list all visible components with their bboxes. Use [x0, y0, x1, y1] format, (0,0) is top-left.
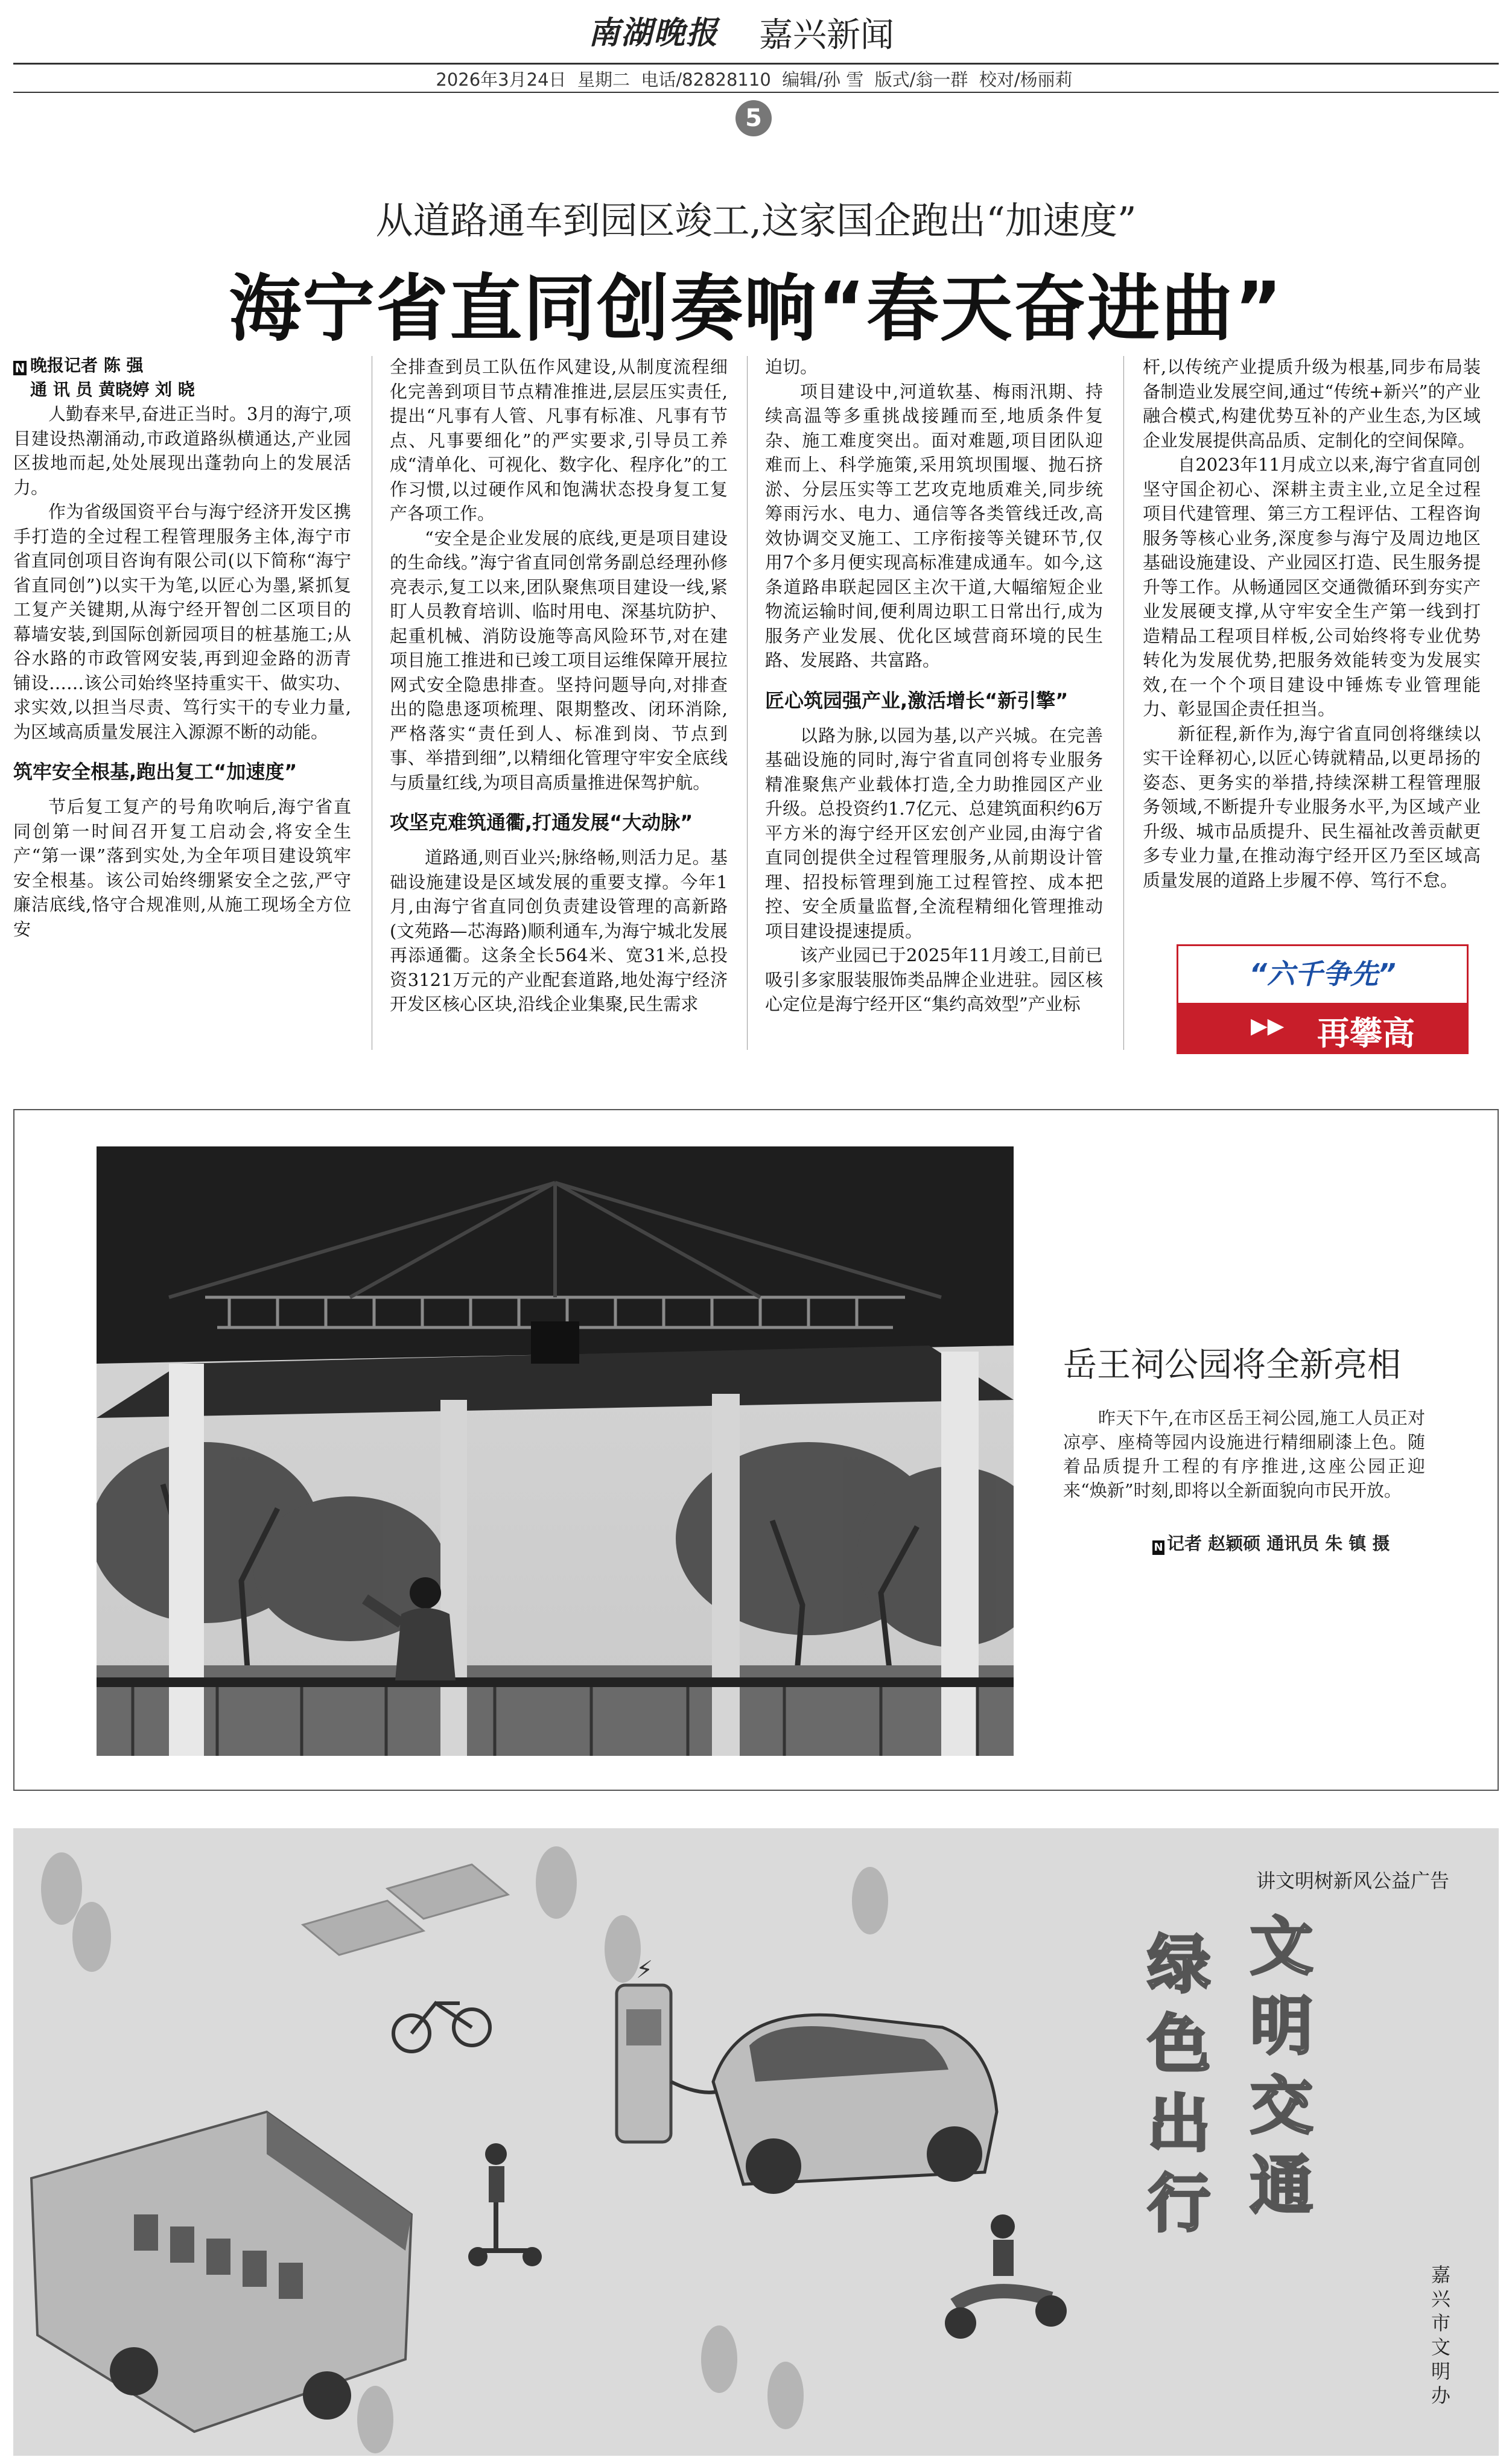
electric-car-icon	[713, 2015, 997, 2194]
article-paragraph: 全排查到员工队伍作风建设,从制度流程细化完善到项目节点精准推进,层层压实责任,提出“凡事有人管、凡事有标准、凡事有节点、凡事要细化”的严实要求,引导员工养成“清单化、可视化、数字化、程序化”的工作习惯,以过硬作风和饱满状态投身复工复产各项工作。	[390, 357, 728, 524]
article-paragraph: 该产业园已于2025年11月竣工,目前已吸引多家服装服饰类品牌企业进驻。园区核心定位是海宁经开区“集约高效型”产业标	[765, 945, 1103, 1014]
masthead-rule-top	[13, 63, 1499, 65]
byline-reporter: N 晚报记者 陈 强	[13, 354, 351, 378]
section-heading: 攻坚克难筑通衢,打通发展“大动脉”	[390, 811, 693, 834]
page-number-label: 5	[745, 104, 762, 132]
ad-sponsor: 嘉兴市文明办	[1431, 2263, 1451, 2407]
column-divider	[747, 356, 748, 1050]
column-divider	[1123, 356, 1124, 1050]
masthead-logo: 南湖晚报	[588, 14, 719, 51]
masthead-rule-bottom	[13, 92, 1499, 93]
campaign-badge-subtitle: 再攀高	[1317, 1014, 1415, 1052]
campaign-badge	[1177, 944, 1469, 1054]
article-paragraph: 项目建设中,河道软基、梅雨汛期、持续高温等多重挑战接踵而至,地质条件复杂、施工难度突出。面对难题,项目团队迎难而上、科学施策,采用筑坝围堰、抛石挤淤、分层压实等工艺攻克地质难关,同步统筹雨污水、电力、通信等各类管线迁改,高效协调交叉施工、工序衔接等关键环节,仅用7个多月便实现高标准建成通车。如今,这条道路串联起园区主次干道,大幅缩短企业物流运输时间,便利周边职工日常出行,成为服务产业发展、优化区域营商环境的民生路、发展路、共富路。	[765, 381, 1103, 670]
article-paragraph: 节后复工复产的号角吹响后,海宁省直同创第一时间召开复工启动会,将安全生产“第一课”落到实处,为全年项目建设筑牢安全根基。该公司始终绷紧安全之弦,严守廉洁底线,恪守合规准则,从施工现场全方位安	[13, 796, 351, 939]
article-paragraph: 道路通,则百业兴;脉络畅,则活力足。基础设施建设是区域发展的重要支撑。今年1月,由海宁省直同创负责建设管理的高新路(文苑路—芯海路)顺利通车,为海宁城北发展再添通衢。这条全长564米、宽31米,总投资3121万元的产业配套道路,地处海宁经济开发区核心区块,沿线企业集聚,民生需求	[390, 847, 728, 1014]
photo-story-caption: 昨天下午,在市区岳王祠公园,施工人员正对凉亭、座椅等园内设施进行精细刷漆上色。随着品质提升工程的有序推进,这座公园正迎来“焕新”时刻,即将以全新面貌向市民开放。	[1063, 1408, 1425, 1501]
play-arrows-icon: ▶▶	[1251, 1014, 1285, 1038]
public-service-ad	[13, 1828, 1499, 2456]
campaign-badge-title: “六千争先”	[1249, 958, 1396, 990]
section-heading: 筑牢安全根基,跑出复工“加速度”	[13, 760, 297, 783]
byline	[13, 354, 351, 402]
article-paragraph: “安全是企业发展的底线,更是项目建设的生命线。”海宁省直同创常务副总经理孙修亮表示,复工以来,团队聚焦项目建设一线,紧盯人员教育培训、临时用电、深基坑防护、起重机械、消防设施等高风险环节,对在建项目施工推进和已竣工项目运维保障开展拉网式安全隐患排查。坚持问题导向,对排查出的隐患逐项梳理、限期整改、闭环消除,严格落实“责任到人、标准到岗、节点到事、举措到细”,以精细化管理守牢安全底线与质量红线,为项目高质量推进保驾护航。	[390, 527, 728, 793]
charger-bolt-icon: ⚡	[635, 1956, 653, 1984]
ad-label: 讲文明树新风公益广告	[1256, 1869, 1450, 1892]
article-paragraph: 迫切。	[765, 357, 818, 377]
photo-story-credit	[1152, 1530, 1390, 1555]
article-paragraph: 自2023年11月成立以来,海宁省直同创坚守国企初心、深耕主责主业,立足全过程项目代建管理、第三方工程评估、工程咨询服务等核心业务,深度参与海宁及周边地区基础设施建设、产业园区打造、民生服务提升等工作。从畅通园区交通微循环到夯实产业发展硬支撑,从守牢安全生产第一线到打造精品工程项目样板,公司始终将专业优势转化为发展优势,把服务效能转变为发展实效,在一个个项目建设中锤炼专业管理能力、彰显国企责任担当。	[1143, 454, 1481, 719]
article-paragraph: 人勤春来早,奋进正当时。3月的海宁,项目建设热潮涌动,市政道路纵横通达,产业园区拔地而起,处处展现出蓬勃向上的发展活力。	[13, 404, 351, 498]
article-column-1	[13, 402, 351, 941]
article-column-4	[1143, 355, 1481, 892]
byline-correspondents: 通 讯 员 黄晓婷 刘 晓	[30, 380, 195, 399]
page-number	[735, 100, 772, 136]
article-column-3	[765, 355, 1103, 1017]
photo-credit-text: 记者 赵颖硕 通讯员 朱 镇 摄	[1167, 1533, 1390, 1554]
n-mark-icon: N	[13, 361, 27, 375]
article-paragraph: 新征程,新作为,海宁省直同创将继续以实干诠释初心,以匠心铸就精品,以更昂扬的姿态、更务实的举措,持续深耕工程管理服务领域,不断提升专业服务水平,为区域产业升级、城市品质提升、民生福祉改善贡献更多专业力量,在推动海宁经开区乃至区域高质量发展的道路上步履不停、笃行不怠。	[1143, 723, 1481, 891]
article-headline: 海宁省直同创奏响“春天奋进曲”	[229, 267, 1283, 351]
article-paragraph: 作为省级国资平台与海宁经济开发区携手打造的全过程工程管理服务主体,海宁市省直同创项目咨询有限公司(以下简称“海宁省直同创”)以实干为笔,以匠心为墨,紧抓复工复产关键期,从海宁经开智创二区项目的幕墙安装,到国际创新园项目的桩基施工;从谷水路的市政管网安装,再到迎金路的沥青铺设……该公司始终坚持重实干、做实功、求实效,以担当尽责、笃行实干的专业力量,为区域高质量发展注入源源不断的动能。	[13, 501, 351, 742]
section-heading: 匠心筑园强产业,激活增长“新引擎”	[765, 688, 1069, 712]
n-mark-icon: N	[1152, 1540, 1164, 1555]
campaign-badge-bar	[1178, 1003, 1467, 1052]
masthead-dateline: 2026年3月24日 星期二 电话/82828110 编辑/孙 雪 版式/翁一群 校对/杨丽莉	[436, 69, 1073, 90]
ad-slogan-green-travel: 绿色出行	[1148, 1928, 1211, 2240]
article-paragraph: 杆,以传统产业提质升级为根基,同步布局装备制造业发展空间,通过“传统+新兴”的产业融合模式,构建优势互补的产业生态,为区域企业发展提供高品质、定制化的空间保障。	[1143, 357, 1481, 451]
pavilion-photo-image	[97, 1146, 1014, 1756]
masthead-section: 嘉兴新闻	[759, 16, 894, 55]
article-paragraph: 以路为脉,以园为基,以产兴城。在完善基础设施的同时,海宁省直同创将专业服务精准聚焦产业载体打造,全力助推园区产业升级。总投资约1.7亿元、总建筑面积约6万平方米的海宁经开区宏创产业园,由海宁省直同创提供全过程管理服务,从前期设计管理、招投标管理到施工过程管控、成本把控、安全质量监督,全流程精细化管理推动项目建设提速提质。	[765, 725, 1103, 941]
article-column-2	[390, 355, 728, 1017]
article-kicker: 从道路通车到园区竣工,这家国企跑出“加速度”	[375, 199, 1137, 243]
photo-story-title: 岳王祠公园将全新亮相	[1063, 1346, 1401, 1385]
pavilion-photo	[97, 1146, 1014, 1756]
ad-slogan-civilized-traffic: 文明交通	[1250, 1910, 1313, 2222]
